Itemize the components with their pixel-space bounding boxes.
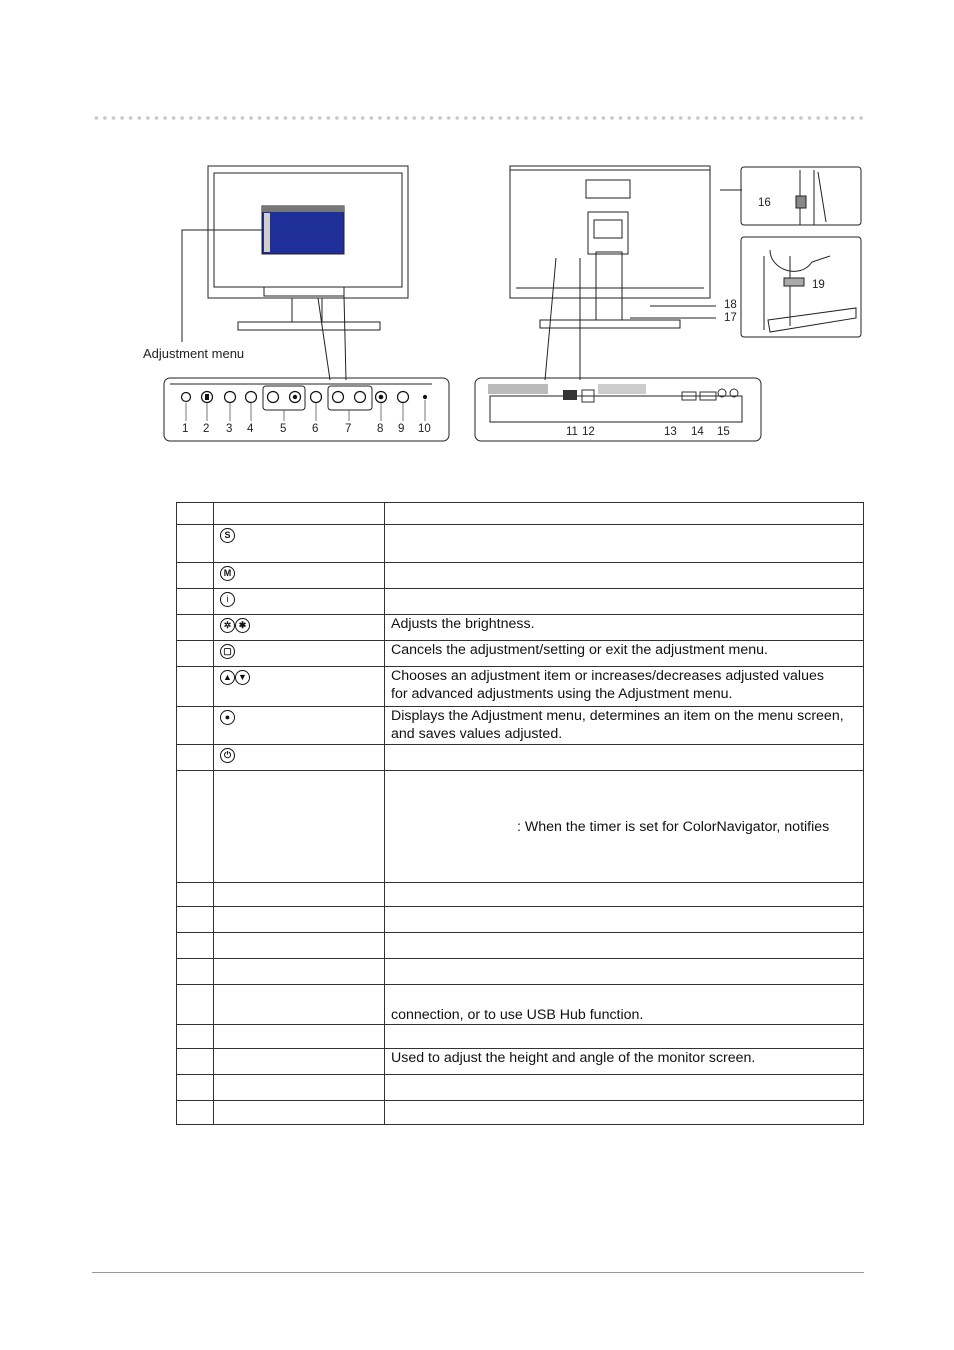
row-number [177, 883, 214, 907]
table-row [177, 667, 864, 707]
down-arrow-icon: ▼ [235, 670, 250, 685]
table-row [177, 615, 864, 641]
row-part [214, 985, 385, 1025]
row-function [385, 1101, 864, 1125]
row-part [214, 1025, 385, 1049]
row-number [177, 1025, 214, 1049]
row-number [177, 641, 214, 667]
side-detail-19 [741, 237, 861, 337]
row-function [385, 985, 864, 1025]
table-row [177, 745, 864, 771]
table-row [177, 1075, 864, 1101]
function-line-2: and saves values adjusted. [391, 726, 563, 742]
side-callout-2: 17 [724, 312, 737, 324]
row-function [385, 589, 864, 615]
rear-callout-2: 12 [582, 426, 595, 438]
parts-table [176, 502, 864, 1125]
row-function [385, 745, 864, 771]
info-button-icon: i [220, 592, 235, 607]
front-callout-6: 6 [312, 423, 319, 435]
table-row [177, 907, 864, 933]
front-callout-10: 10 [418, 423, 431, 435]
function-line-1: Used to adjust the height and angle of the monitor screen. [391, 1050, 756, 1066]
row-part [214, 503, 385, 525]
table-row [177, 525, 864, 563]
row-number [177, 959, 214, 985]
row-function [385, 907, 864, 933]
table-row [177, 985, 864, 1025]
row-function [385, 771, 864, 883]
row-number [177, 1049, 214, 1075]
function-line-2: connection, or to use USB Hub function. [391, 1007, 644, 1023]
table-row [177, 959, 864, 985]
power-button-icon: ⏻ [220, 748, 235, 763]
function-line-1: Cancels the adjustment/setting or exit the adjustment menu. [391, 642, 768, 658]
row-part [214, 907, 385, 933]
front-callout-1: 1 [182, 423, 189, 435]
table-row [177, 589, 864, 615]
rear-callout-1: 11 [566, 426, 578, 438]
row-function [385, 1049, 864, 1075]
row-number [177, 933, 214, 959]
cancel-button-icon: ▢ [220, 644, 235, 659]
row-part [214, 563, 385, 589]
function-line-1: Adjusts the brightness. [391, 616, 535, 632]
row-number [177, 667, 214, 707]
side-callout-1: 16 [758, 197, 771, 209]
function-line-1: Displays the Adjustment menu, determines an item on the menu screen, [391, 708, 844, 724]
front-callout-2: 2 [203, 423, 210, 435]
monitor-diagram [0, 0, 954, 470]
row-part [214, 1075, 385, 1101]
brightness-down-icon: ✱ [235, 618, 250, 633]
row-part [214, 525, 385, 563]
row-number [177, 745, 214, 771]
front-callout-4: 4 [247, 423, 254, 435]
row-part [214, 745, 385, 771]
row-part [214, 933, 385, 959]
rear-callout-5: 15 [717, 426, 730, 438]
rear-callout-4: 14 [691, 426, 704, 438]
front-callout-5: 5 [280, 423, 287, 435]
row-part [214, 771, 385, 883]
row-function [385, 1075, 864, 1101]
side-callout-4: 19 [812, 279, 825, 291]
table-row [177, 1025, 864, 1049]
row-function [385, 525, 864, 563]
adjustment-menu-label: Adjustment menu [143, 346, 245, 361]
table-row [177, 641, 864, 667]
side-callout-3: 18 [724, 299, 737, 311]
row-number [177, 615, 214, 641]
row-number [177, 563, 214, 589]
row-part [214, 1101, 385, 1125]
row-function [385, 1025, 864, 1049]
rear-callout-3: 13 [664, 426, 677, 438]
front-callout-7: 7 [345, 423, 352, 435]
row-part [214, 1049, 385, 1075]
rear-monitor [510, 166, 710, 298]
table-row [177, 1101, 864, 1125]
row-part [214, 707, 385, 745]
row-number [177, 707, 214, 745]
row-function [385, 615, 864, 641]
row-number [177, 907, 214, 933]
table-row [177, 707, 864, 745]
table-row [177, 883, 864, 907]
function-line-1: Chooses an adjustment item or increases/decreases adjusted values [391, 668, 824, 684]
table-row [177, 1049, 864, 1075]
row-part [214, 641, 385, 667]
row-part [214, 883, 385, 907]
row-number [177, 1075, 214, 1101]
table-row [177, 933, 864, 959]
osd-menu [262, 206, 344, 254]
function-line-1: : When the timer is set for ColorNavigator, notifies [517, 818, 830, 835]
enter-button-icon: ● [220, 710, 235, 725]
table-row [177, 563, 864, 589]
footer-rule [92, 1272, 864, 1273]
row-number [177, 503, 214, 525]
front-callout-8: 8 [377, 423, 384, 435]
up-arrow-icon: ▲ [220, 670, 235, 685]
table-row [177, 503, 864, 525]
row-part [214, 959, 385, 985]
row-number [177, 771, 214, 883]
brightness-up-icon: ✲ [220, 618, 235, 633]
row-function [385, 707, 864, 745]
function-line-2: for advanced adjustments using the Adjustment menu. [391, 686, 733, 702]
row-function [385, 641, 864, 667]
row-number [177, 525, 214, 563]
row-number [177, 589, 214, 615]
front-callout-9: 9 [398, 423, 405, 435]
row-function [385, 667, 864, 707]
m-button-icon: M [220, 566, 235, 581]
row-function [385, 503, 864, 525]
row-part [214, 667, 385, 707]
row-part [214, 615, 385, 641]
row-number [177, 985, 214, 1025]
table-row [177, 771, 864, 883]
row-function [385, 563, 864, 589]
front-callout-3: 3 [226, 423, 233, 435]
row-function [385, 883, 864, 907]
row-part [214, 589, 385, 615]
row-number [177, 1101, 214, 1125]
row-function [385, 959, 864, 985]
s-button-icon: S [220, 528, 235, 543]
row-function [385, 933, 864, 959]
